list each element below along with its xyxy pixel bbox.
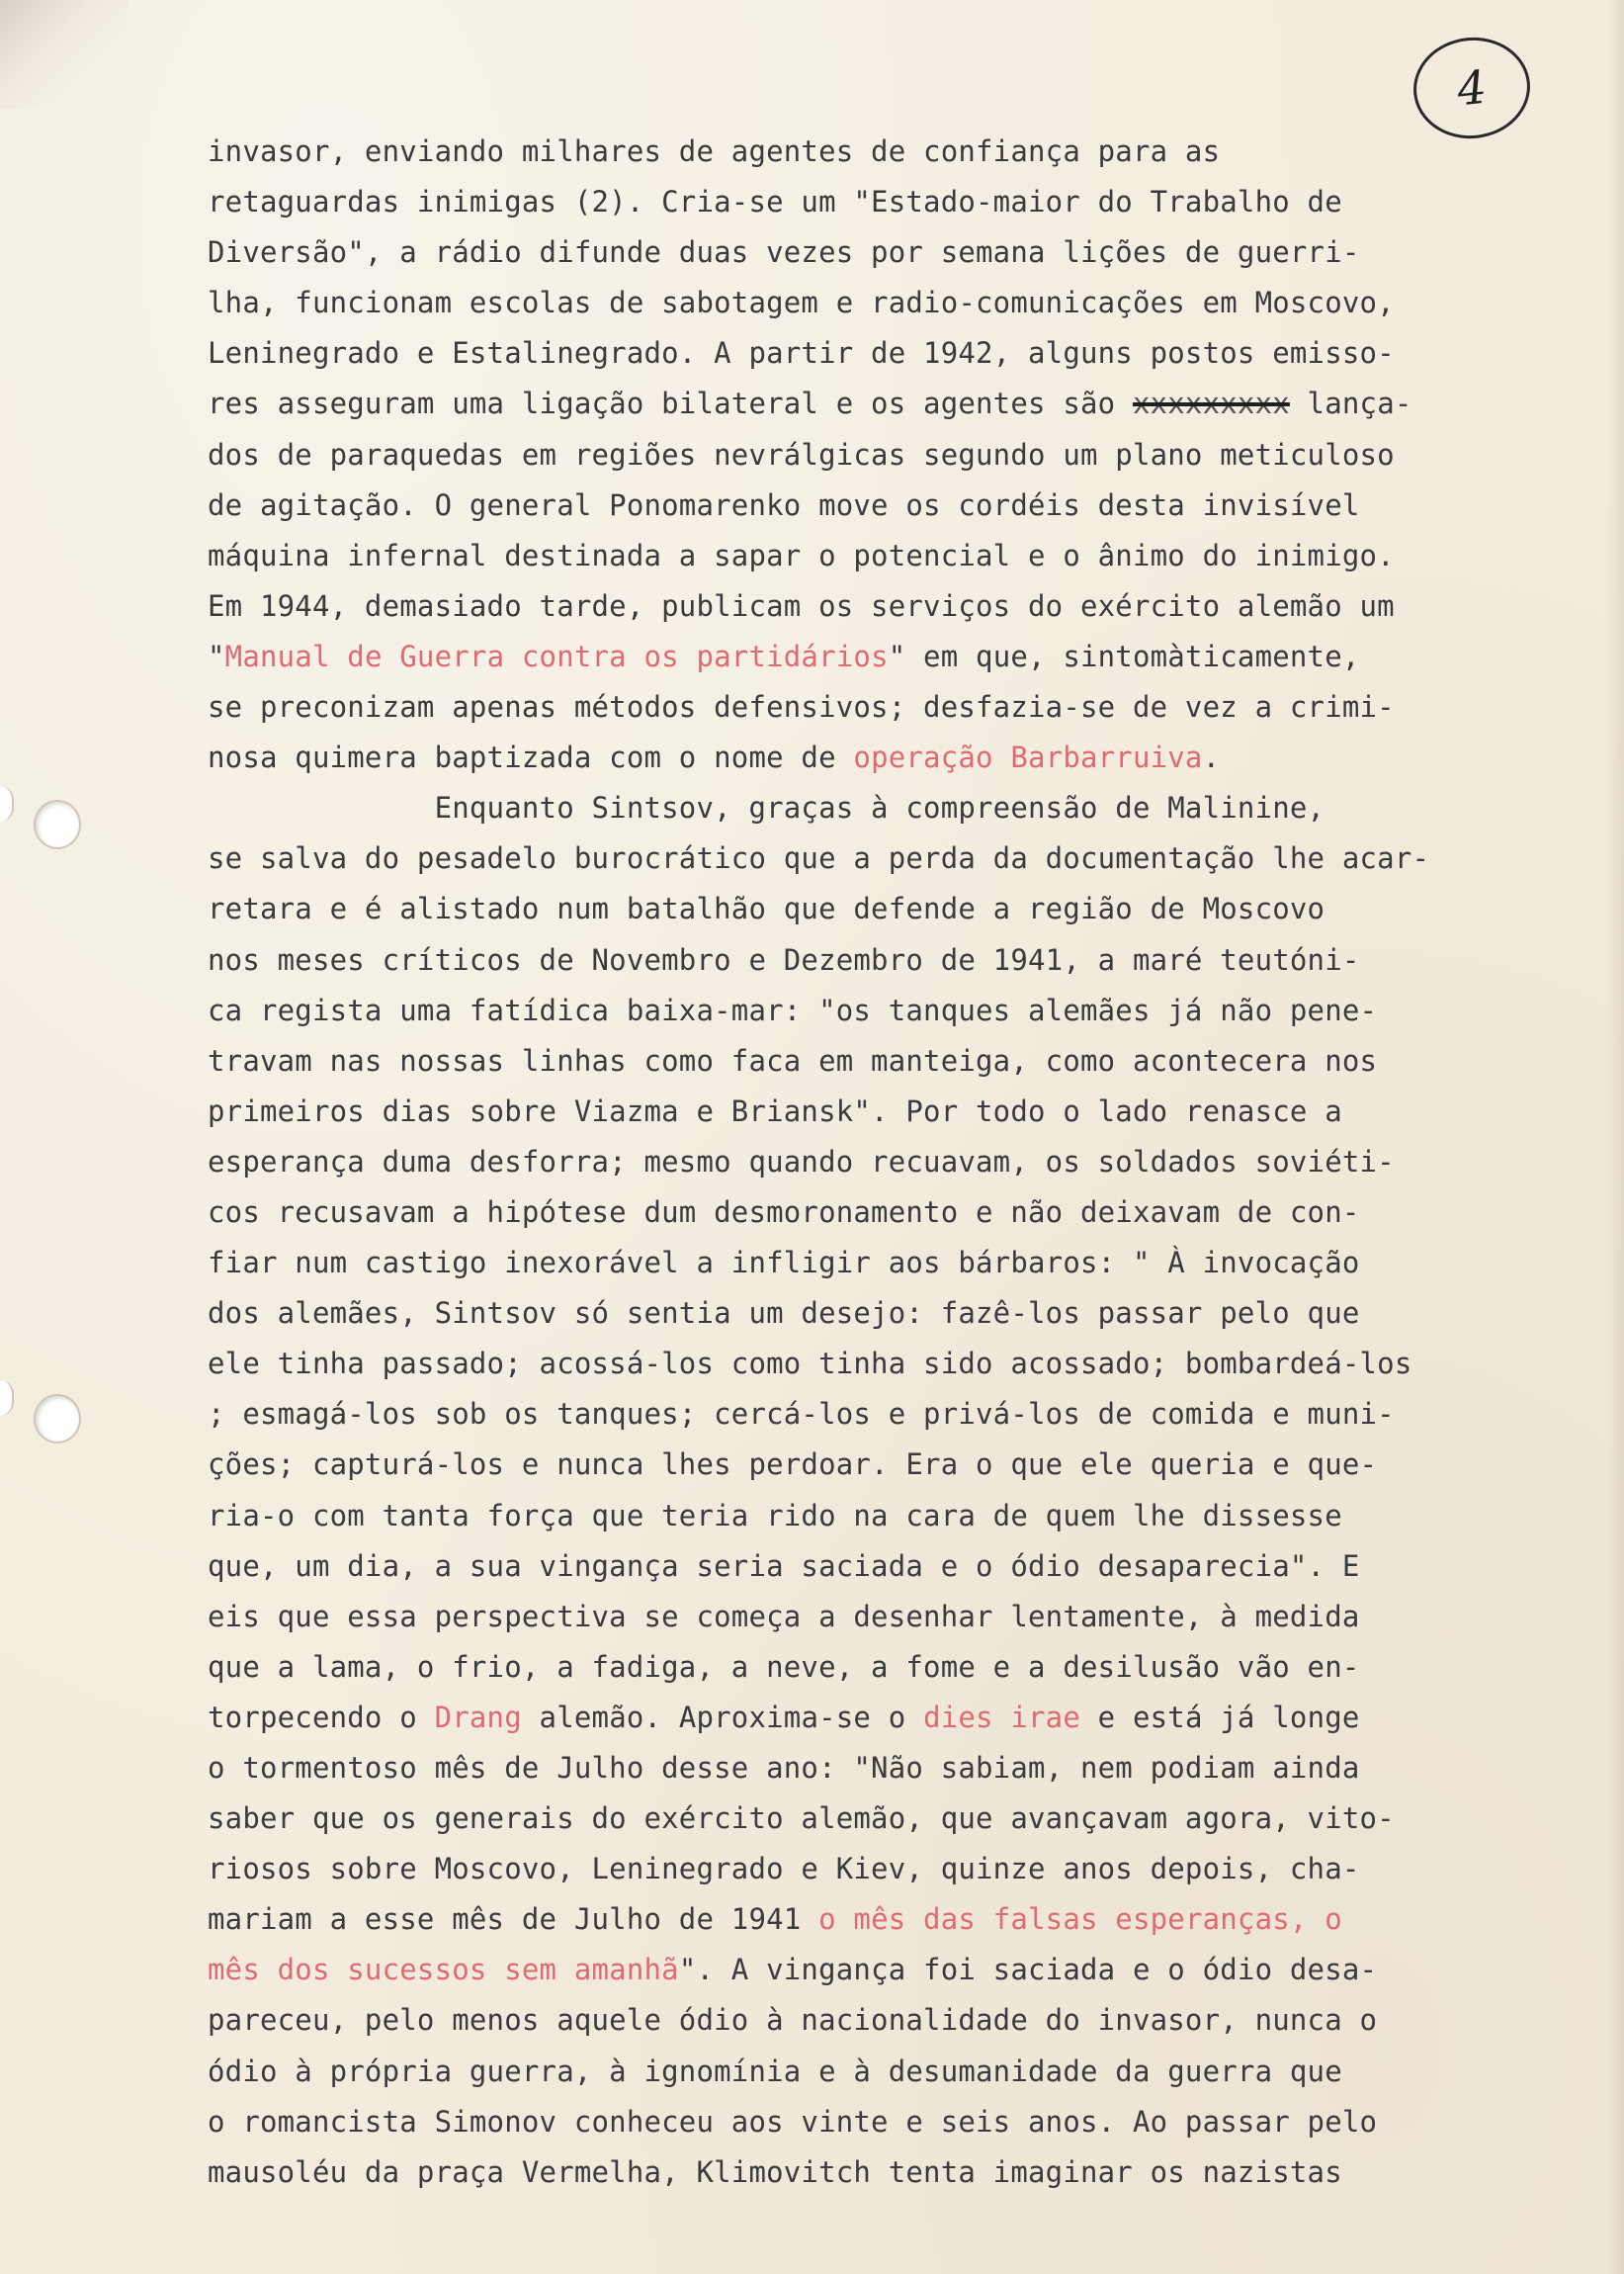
text-segment: se preconizam apenas métodos defensivos; desfazia-se de vez a crimi- xyxy=(208,690,1395,725)
text-line xyxy=(208,1693,1591,1743)
text-segment: riosos sobre Moscovo, Leninegrado e Kiev, quinze anos depois, cha- xyxy=(208,1852,1360,1886)
text-line xyxy=(208,1036,1591,1087)
text-line xyxy=(208,783,1591,833)
text-line xyxy=(208,1995,1591,2046)
text-segment: Leninegrado e Estalinegrado. A partir de 1942, alguns postos emisso- xyxy=(208,336,1395,371)
text-line xyxy=(208,884,1591,934)
text-segment: esperança duma desforra; mesmo quando recuavam, os soldados soviéti- xyxy=(208,1144,1395,1179)
text-line xyxy=(208,1238,1591,1288)
text-segment: torpecendo o xyxy=(208,1700,435,1734)
text-segment: . xyxy=(1202,741,1221,775)
typewritten-text xyxy=(208,127,1591,2198)
punch-hole xyxy=(34,1394,81,1443)
text-line xyxy=(208,1087,1591,1137)
text-line xyxy=(208,833,1591,884)
text-line xyxy=(208,2147,1591,2198)
text-line xyxy=(208,1541,1591,1592)
text-line xyxy=(208,581,1591,632)
text-segment: alemão. Aproxima-se o xyxy=(521,1700,924,1734)
text-line xyxy=(208,682,1591,733)
text-segment: Em 1944, demasiado tarde, publicam os serviços do exército alemão um xyxy=(208,588,1395,623)
text-segment: " em que, sintomàticamente, xyxy=(888,639,1360,673)
text-segment: ódio à própria guerra, à ignomínia e à desumanidade da guerra que xyxy=(208,2054,1342,2088)
text-segment: lha, funcionam escolas de sabotagem e radio-comunicações em Moscovo, xyxy=(208,286,1395,320)
text-segment: mausoléu da praça Vermelha, Klimovitch tenta imaginar os nazistas xyxy=(208,2154,1342,2189)
text-segment: Enquanto Sintsov, graças à compreensão de Malinine, xyxy=(208,791,1325,826)
text-segment: nos meses críticos de Novembro e Dezembro de 1941, a maré teutóni- xyxy=(208,942,1360,977)
struck-out-word: xxxxxxxxx xyxy=(1132,387,1290,421)
highlighted-term: mês dos sucessos sem amanhã xyxy=(208,1953,679,1987)
text-segment: " xyxy=(208,639,225,673)
text-line xyxy=(208,1642,1591,1693)
punch-notch xyxy=(0,1380,14,1416)
text-line xyxy=(208,227,1591,278)
punch-notch xyxy=(0,786,14,822)
text-segment: ele tinha passado; acossá-los como tinha sido acossado; bombardeá-los xyxy=(208,1347,1412,1381)
text-line xyxy=(208,177,1591,227)
text-line xyxy=(208,935,1591,986)
text-line xyxy=(208,1440,1591,1490)
page-number-text: 4 xyxy=(1454,59,1490,117)
text-line xyxy=(208,2047,1591,2097)
text-line xyxy=(208,1339,1591,1389)
text-line xyxy=(208,278,1591,328)
highlighted-term: Drang xyxy=(434,1700,522,1734)
text-line xyxy=(208,1793,1591,1844)
text-segment: primeiros dias sobre Viazma e Briansk". Por todo o lado renasce a xyxy=(208,1093,1342,1128)
text-line xyxy=(208,531,1591,581)
text-line xyxy=(208,1491,1591,1541)
text-segment: ca regista uma fatídica baixa-mar: "os tanques alemães já não pene- xyxy=(208,993,1378,1027)
text-segment: fiar num castigo inexorável a infligir aos bárbaros: " À invocação xyxy=(208,1246,1360,1280)
highlighted-term: Manual de Guerra contra os partidários xyxy=(224,639,889,673)
text-segment: máquina infernal destinada a sapar o potencial e o ânimo do inimigo. xyxy=(208,538,1395,572)
text-segment: o tormentoso mês de Julho desse ano: "Não sabiam, nem podiam ainda xyxy=(208,1751,1360,1785)
text-line xyxy=(208,733,1591,783)
text-segment: mariam a esse mês de Julho de 1941 xyxy=(208,1902,819,1937)
text-line xyxy=(208,1894,1591,1945)
text-line xyxy=(208,1592,1591,1642)
punch-hole xyxy=(34,800,81,849)
text-line xyxy=(208,481,1591,531)
text-line xyxy=(208,328,1591,379)
text-line xyxy=(208,632,1591,682)
text-segment: travam nas nossas linhas como faca em manteiga, como acontecera nos xyxy=(208,1043,1378,1078)
text-segment: res asseguram uma ligação bilateral e os agentes são xyxy=(208,387,1133,421)
highlighted-term: operação Barbarruiva xyxy=(853,741,1203,775)
text-line xyxy=(208,379,1591,429)
text-segment: ". A vingança foi saciada e o ódio desa- xyxy=(678,1953,1378,1987)
text-segment: ria-o com tanta força que teria rido na cara de quem lhe dissesse xyxy=(208,1498,1342,1532)
text-line xyxy=(208,1844,1591,1894)
text-segment: eis que essa perspectiva se começa a desenhar lentamente, à medida xyxy=(208,1599,1360,1633)
text-segment: ; esmagá-los sob os tanques; cercá-los e privá-los de comida e muni- xyxy=(208,1397,1395,1432)
text-segment: dos alemães, Sintsov só sentia um desejo: fazê-los passar pelo que xyxy=(208,1296,1360,1331)
text-segment: retaguardas inimigas (2). Cria-se um "Estado-maior do Trabalho de xyxy=(208,185,1342,219)
text-segment: ções; capturá-los e nunca lhes perdoar. Era o que ele queria e que- xyxy=(208,1447,1378,1482)
text-line xyxy=(208,1288,1591,1339)
text-segment: que, um dia, a sua vingança seria saciada e o ódio desaparecia". E xyxy=(208,1548,1360,1583)
text-line xyxy=(208,1187,1591,1238)
text-line xyxy=(208,430,1591,481)
text-line xyxy=(208,986,1591,1036)
text-line xyxy=(208,1137,1591,1187)
text-segment: o romancista Simonov conheceu aos vinte e seis anos. Ao passar pelo xyxy=(208,2104,1378,2139)
text-segment: se salva do pesadelo burocrático que a perda da documentação lhe acar- xyxy=(208,841,1430,876)
text-line xyxy=(208,1945,1591,1995)
text-line xyxy=(208,1389,1591,1440)
text-segment: invasor, enviando milhares de agentes de confiança para as xyxy=(208,134,1221,168)
text-segment: que a lama, o frio, a fadiga, a neve, a fome e a desilusão vão en- xyxy=(208,1649,1360,1684)
text-segment: dos de paraquedas em regiões nevrálgicas segundo um plano meticuloso xyxy=(208,437,1395,472)
text-segment: nosa quimera baptizada com o nome de xyxy=(208,741,854,775)
text-line xyxy=(208,2097,1591,2147)
text-line xyxy=(208,1743,1591,1793)
text-segment: pareceu, pelo menos aquele ódio à nacionalidade do invasor, nunca o xyxy=(208,2003,1378,2038)
text-segment: cos recusavam a hipótese dum desmoronamento e não deixavam de con- xyxy=(208,1194,1360,1229)
text-line xyxy=(208,127,1591,177)
text-segment: retara e é alistado num batalhão que defende a região de Moscovo xyxy=(208,892,1325,926)
text-segment: saber que os generais do exército alemão, que avançavam agora, vito- xyxy=(208,1801,1395,1836)
text-segment: Diversão", a rádio difunde duas vezes por semana lições de guerri- xyxy=(208,235,1360,270)
page-edge-shadow xyxy=(1606,0,1624,2274)
folded-corner xyxy=(0,0,128,109)
highlighted-term: o mês das falsas esperanças, o xyxy=(818,1902,1342,1937)
text-segment: lança- xyxy=(1289,387,1412,421)
text-segment: e está já longe xyxy=(1080,1700,1360,1734)
highlighted-term: dies irae xyxy=(923,1700,1080,1734)
text-segment: de agitação. O general Ponomarenko move os cordéis desta invisível xyxy=(208,487,1360,522)
